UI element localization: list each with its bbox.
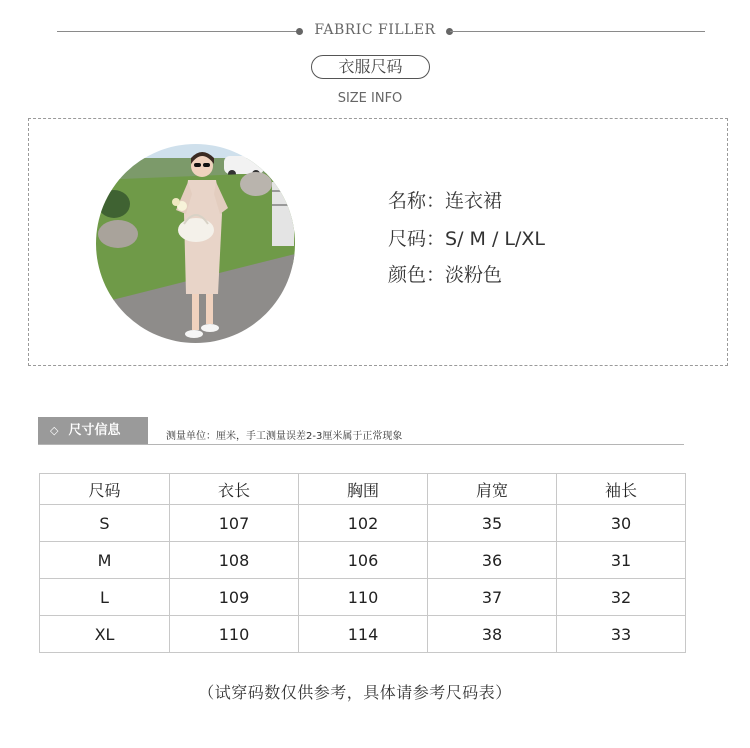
table-header-cell: 胸围 [299,474,428,505]
product-color-line [388,260,502,287]
table-header-cell: 袖长 [557,474,686,505]
header-rule-right [450,31,705,32]
table-row [40,579,686,616]
size-table [39,473,686,653]
product-color-label: 颜色： [388,264,446,286]
table-cell: 38 [428,616,557,653]
table-cell: 107 [170,505,299,542]
size-pill-label: 衣服尺码 [311,55,430,79]
header-rule-left [57,31,300,32]
table-cell: 32 [557,579,686,616]
model-photo-illustration [96,144,295,343]
table-cell: 106 [299,542,428,579]
table-cell: 30 [557,505,686,542]
table-cell: 102 [299,505,428,542]
header-title: FABRIC FILLER [314,22,436,38]
product-name-label: 名称： [388,190,446,212]
table-cell: 33 [557,616,686,653]
table-header-row [40,474,686,505]
table-row [40,542,686,579]
product-name-value: 连衣裙 [445,190,503,212]
product-name-line [388,186,502,213]
product-size-line [388,224,545,251]
table-cell: S [40,505,170,542]
table-cell: 108 [170,542,299,579]
table-header-cell: 肩宽 [428,474,557,505]
table-cell: XL [40,616,170,653]
table-cell: 110 [299,579,428,616]
size-info-subtitle: SIZE INFO [337,91,403,106]
table-cell: 31 [557,542,686,579]
product-size-label: 尺码： [388,228,446,250]
fit-reference-note: （试穿码数仅供参考，具体请参考尺码表） [198,683,512,702]
table-cell: 37 [428,579,557,616]
size-info-tag [38,417,148,444]
table-row [40,616,686,653]
measurement-note: 测量单位：厘米，手工测量误差2-3厘米属于正常现象 [166,431,403,442]
table-cell: 36 [428,542,557,579]
table-cell: 110 [170,616,299,653]
model-photo [96,144,295,343]
table-cell: 35 [428,505,557,542]
table-header-cell: 衣长 [170,474,299,505]
size-info-divider [38,444,684,445]
table-row [40,505,686,542]
table-cell: 114 [299,616,428,653]
product-size-value: S/ M / L/XL [445,228,545,250]
table-header-cell: 尺码 [40,474,170,505]
product-color-value: 淡粉色 [445,264,503,286]
table-cell: M [40,542,170,579]
table-cell: 109 [170,579,299,616]
table-cell: L [40,579,170,616]
size-info-tag-label: 尺寸信息 [68,423,121,438]
diamond-icon: ◇ [50,424,59,437]
